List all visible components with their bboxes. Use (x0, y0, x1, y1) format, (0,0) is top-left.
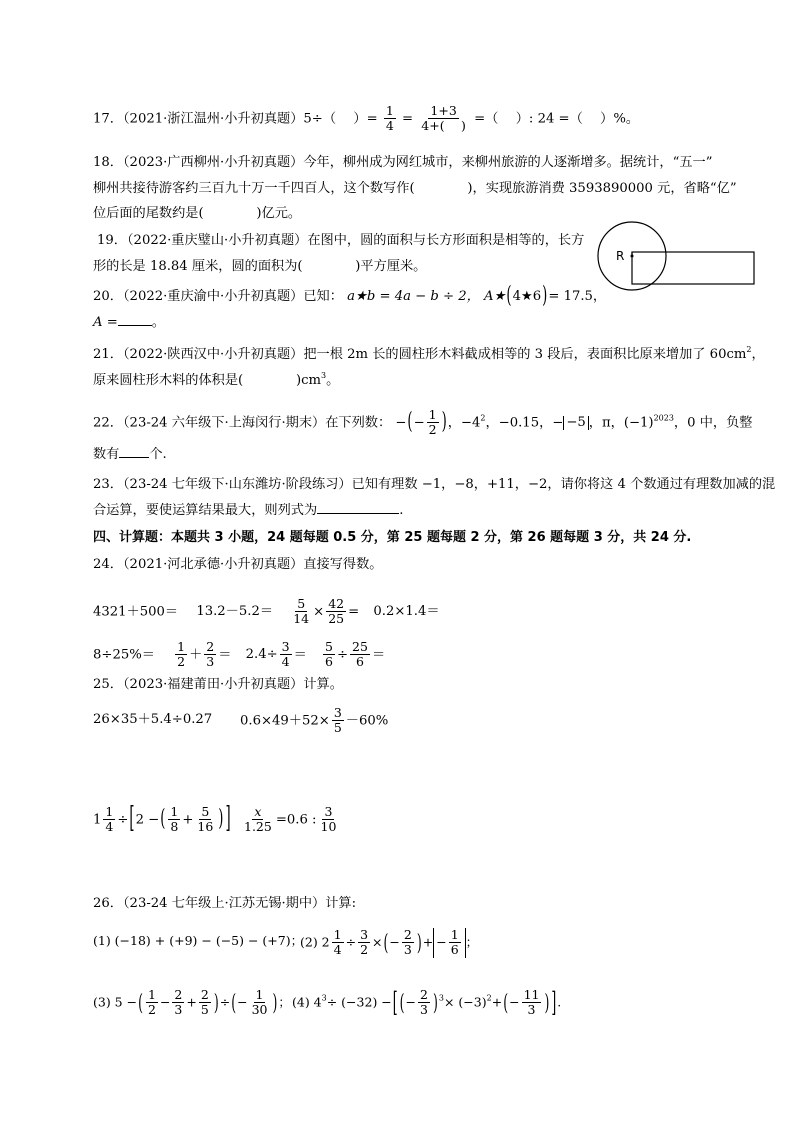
fraction: $\frac{3}{2}$ (360, 927, 369, 958)
q26-part-3: (3) 5 −( $\frac{1}{2}$ − $\frac{2}{3}$ + $\frac{2}{5}$ )÷(− $\frac{1}{30}$ )； (93, 987, 291, 1018)
question-18-line2: 柳州共接待游客约三百九十万一千四百人，这个数写作( )，实现旅游消费 3593890000 元，省略“亿” (93, 181, 737, 196)
fraction: $\frac{1}{2}$ (428, 407, 437, 438)
fraction: $\frac{2}{3}$ (206, 639, 215, 670)
fraction: $\frac{1+3}{4+( )}$ (421, 103, 466, 134)
fraction: $\frac{1}{6}$ (450, 927, 459, 958)
q25-expr-2: 0.6×49＋52× $\frac{3}{5}$ －60% (240, 705, 389, 736)
q25-expr-4: $\frac{x}{1.25}$ =0.6 : $\frac{3}{10}$ (244, 804, 337, 835)
question-23-line2: 合运算，要使运算结果最大，则列式为 . (93, 503, 404, 518)
fraction: $\frac{25}{6}$ (352, 639, 368, 670)
q26-part-1: (1) (−18) + (+9) − (−5) − (+7)； (93, 933, 304, 948)
q26-part-2: (2) 2 $\frac{1}{4}$ ÷ $\frac{3}{2}$ ×(− $\frac{2}{3}$ )+ − $\frac{1}{6}$ ； (300, 927, 479, 958)
question-26-title: 26．（23-24 七年级上·江苏无锡·期中）计算: (93, 896, 357, 911)
fraction: $\frac{2}{5}$ (200, 987, 209, 1018)
fraction: $\frac{5}{16}$ (197, 804, 214, 835)
fraction: $\frac{1}{30}$ (251, 987, 268, 1018)
q25-expr-1: 26×35＋5.4÷0.27 (93, 712, 213, 727)
fraction: $\frac{3}{4}$ (281, 639, 290, 670)
question-24-title: 24．（2021·河北承德·小升初真题）直接写得数。 (93, 557, 383, 572)
radius-label: R (616, 249, 625, 263)
fraction: $\frac{1}{2}$ (147, 987, 156, 1018)
fraction: $\frac{5}{6}$ (325, 639, 333, 670)
question-17: 17．（2021·浙江温州·小升初真题）5÷（ ）= $\frac{1}{4}$ = $\frac{1+3}{4+( )}$ =（ ）: 24 =（ ）%。 (93, 103, 640, 134)
section-4-heading: 四、计算题：本题共 3 小题，24 题每题 0.5 分，第 25 题每题 2 分，第 26 题每题 3 分，共 24 分. (93, 530, 692, 545)
question-25-title: 25．（2023·福建莆田·小升初真题）计算。 (93, 677, 343, 692)
circle-rectangle-figure (596, 221, 756, 293)
question-23-line1: 23．（23-24 七年级下·山东潍坊·阶段练习）已知有理数 −1，−8，+11，−2，请你将这 4 个数通过有理数加减的混 (93, 477, 776, 492)
question-18-line1: 18．（2023·广西柳州·小升初真题）今年，柳州成为网红城市，来柳州旅游的人逐渐增多。据统计，“五一” (93, 155, 713, 170)
fraction: $\frac{5}{14}$ (293, 596, 310, 627)
fraction: $\frac{11}{3}$ (523, 987, 540, 1018)
q17-source: （2021·浙江温州·小升初真题） (122, 111, 304, 127)
question-19-line1: 19．（2022·重庆璧山·小升初真题）在图中，圆的面积与长方形面积是相等的，长方 (97, 233, 585, 248)
question-22-line1: 22．（23-24 六年级下·上海闵行·期末）在下列数： −(− $\frac{1}{2}$ )，$-4^2$，−0.15，− −5 ，π，$(-1)^{2023}$，0 中，负整 (93, 407, 753, 438)
fraction: $\frac{42}{25}$ (328, 596, 345, 627)
question-20-line2: A = 。 (93, 315, 165, 330)
q26-part-4: (4) $4^3\div (-32)$ −[ (− $\frac{2}{3}$ )$^3\times (-3)^2+(-$ $\frac{11}{3}$ ) ]. (292, 984, 562, 1018)
question-19-line2: 形的长是 18.84 厘米，圆的面积为( )平方厘米。 (93, 259, 427, 274)
fraction: $\frac{2}{3}$ (174, 987, 183, 1018)
fraction: $\frac{1}{2}$ (177, 639, 186, 670)
fraction: $\frac{x}{1.25}$ (244, 804, 272, 835)
q24-row2: 8÷25%＝ $\frac{1}{2}$ ＋ $\frac{2}{3}$ ＝ 2.4÷ $\frac{3}{4}$ ＝ $\frac{5}{6}$ ÷ $\frac{25}{6}$ ＝ (93, 639, 386, 670)
fraction: $\frac{1}{4}$ (105, 804, 114, 835)
question-20: 20．（2022·重庆渝中·小升初真题）已知： a★b = 4a − b ÷ 2， A★(4★6)= 17.5， (93, 282, 607, 310)
q17-number: 17． (93, 111, 123, 127)
q20-definition: a★b = 4a − b ÷ 2， (347, 289, 480, 305)
q17-post: =（ ）: 24 =（ ）%。 (474, 111, 640, 127)
q25-expr-3: 1 $\frac{1}{4}$ ÷[2 −( $\frac{1}{8}$ + $\frac{5}{16}$ ) ] (93, 803, 231, 837)
question-21-line2: 原来圆柱形木料的体积是( )$cm^3$。 (93, 371, 340, 388)
fraction: $\frac{1}{8}$ (170, 804, 179, 835)
fraction: $\frac{1}{4}$ (333, 927, 342, 958)
question-21-line1: 21．（2022·陕西汉中·小升初真题）把一根 2m 长的圆柱形木料截成相等的 3 段后，表面积比原来增加了 $60cm^2$， (93, 345, 765, 362)
fraction: $\frac{2}{3}$ (403, 927, 412, 958)
fraction: $\frac{3}{10}$ (320, 804, 337, 835)
question-18-line3: 位后面的尾数约是( )亿元。 (93, 206, 302, 221)
fraction: $\frac{1}{4}$ (385, 103, 394, 134)
q17-pre: 5÷（ ）= (303, 111, 378, 127)
question-22-line2: 数有 个. (93, 447, 167, 462)
fraction: $\frac{3}{5}$ (333, 705, 342, 736)
q24-row1: 4321＋500＝ 13.2－5.2＝ $\frac{5}{14}$ × $\frac{42}{25}$ = 0.2×1.4＝ (93, 596, 440, 627)
fraction: $\frac{2}{3}$ (420, 987, 428, 1018)
